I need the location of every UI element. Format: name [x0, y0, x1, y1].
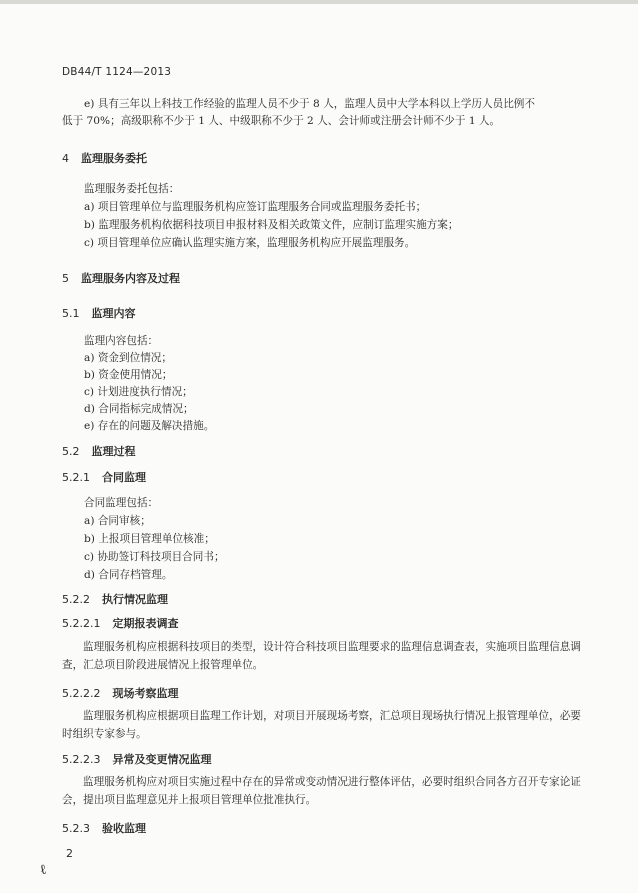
- section-number: 4: [62, 152, 69, 165]
- intro-item-line-1: e) 具有三年以上科技工作经验的监理人员不少于 8 人，监理人员中大学本科以上学历人员比例不: [84, 98, 535, 110]
- list-item: a) 合同审核；: [84, 515, 151, 527]
- section-5-heading: [62, 270, 180, 286]
- intro-item-line-2: 低于 70%；高级职称不少于 1 人、中级职称不少于 2 人、会计师或注册会计师不少于 1 人。: [62, 115, 501, 127]
- scan-top-edge: [0, 0, 638, 4]
- section-title: 异常及变更情况监理: [112, 753, 212, 766]
- section-number: 5.2.2: [62, 593, 90, 606]
- section-title: 验收监理: [102, 822, 146, 835]
- list-item: c) 协助签订科技项目合同书；: [84, 551, 225, 563]
- section-number: 5.2.3: [62, 822, 90, 835]
- section-title: 定期报表调查: [112, 617, 179, 630]
- section-5-2-2-heading: [62, 591, 168, 607]
- section-number: 5.2.2.3: [62, 753, 101, 766]
- section-title: 合同监理: [102, 471, 146, 484]
- section-title: 监理服务委托: [81, 152, 147, 165]
- section-4-lead: 监理服务委托包括：: [84, 183, 180, 195]
- section-title: 现场考察监理: [112, 687, 179, 700]
- section-5-2-2-2-paragraph: 监理服务机构应根据项目监理工作计划，对项目开展现场考察，汇总项目现场执行情况上报管理单位，必要时组织专家参与。: [62, 710, 581, 740]
- list-item: c) 计划进度执行情况；: [84, 386, 193, 398]
- section-5-2-2-2-heading: [62, 685, 178, 701]
- section-5-1-lead: 监理内容包括：: [84, 335, 159, 347]
- section-title: 监理服务内容及过程: [81, 272, 180, 285]
- list-item: a) 资金到位情况；: [84, 352, 172, 364]
- section-5-2-1-heading: [62, 469, 146, 485]
- section-5-2-heading: [62, 443, 136, 459]
- section-title: 执行情况监理: [102, 593, 168, 606]
- section-4-heading: [62, 150, 147, 166]
- section-title: 监理过程: [91, 445, 136, 458]
- list-item: e) 存在的问题及解决措施。: [84, 420, 215, 432]
- list-item: b) 上报项目管理单位核准；: [84, 533, 215, 545]
- section-5-2-2-3-paragraph: 监理服务机构应对项目实施过程中存在的异常或变动情况进行整体评估，必要时组织合同各方召开专家论证会，提出项目监理意见并上报项目管理单位批准执行。: [62, 776, 581, 806]
- section-5-2-2-1-heading: [62, 615, 178, 631]
- section-5-2-3-heading: [62, 820, 146, 836]
- page-number: 2: [66, 847, 73, 860]
- list-item: b) 监理服务机构依据科技项目申报材料及相关政策文件，应制订监理实施方案；: [84, 219, 459, 231]
- section-title: 监理内容: [91, 307, 136, 320]
- section-5-1-heading: [62, 305, 136, 321]
- list-item: c) 项目管理单位应确认监理实施方案，监理服务机构应开展监理服务。: [84, 237, 416, 249]
- section-number: 5.2.1: [62, 471, 90, 484]
- section-number: 5.1: [62, 307, 80, 320]
- list-item: b) 资金使用情况；: [84, 369, 173, 381]
- section-5-2-1-lead: 合同监理包括：: [84, 497, 159, 509]
- section-number: 5.2.2.1: [62, 617, 101, 630]
- handwritten-mark-icon: ℓ: [38, 861, 49, 879]
- section-number: 5: [62, 272, 69, 285]
- document-code: DB44/T 1124—2013: [62, 66, 172, 78]
- section-5-2-2-3-heading: [62, 751, 211, 767]
- section-number: 5.2: [62, 445, 80, 458]
- section-number: 5.2.2.2: [62, 687, 101, 700]
- list-item: d) 合同指标完成情况；: [84, 403, 194, 415]
- list-item: a) 项目管理单位与监理服务机构应签订监理服务合同或监理服务委托书；: [84, 201, 427, 213]
- list-item: d) 合同存档管理。: [84, 569, 173, 581]
- section-5-2-2-1-paragraph: 监理服务机构应根据科技项目的类型，设计符合科技项目监理要求的监理信息调查表，实施项目监理信息调查，汇总项目阶段进展情况上报管理单位。: [62, 641, 581, 671]
